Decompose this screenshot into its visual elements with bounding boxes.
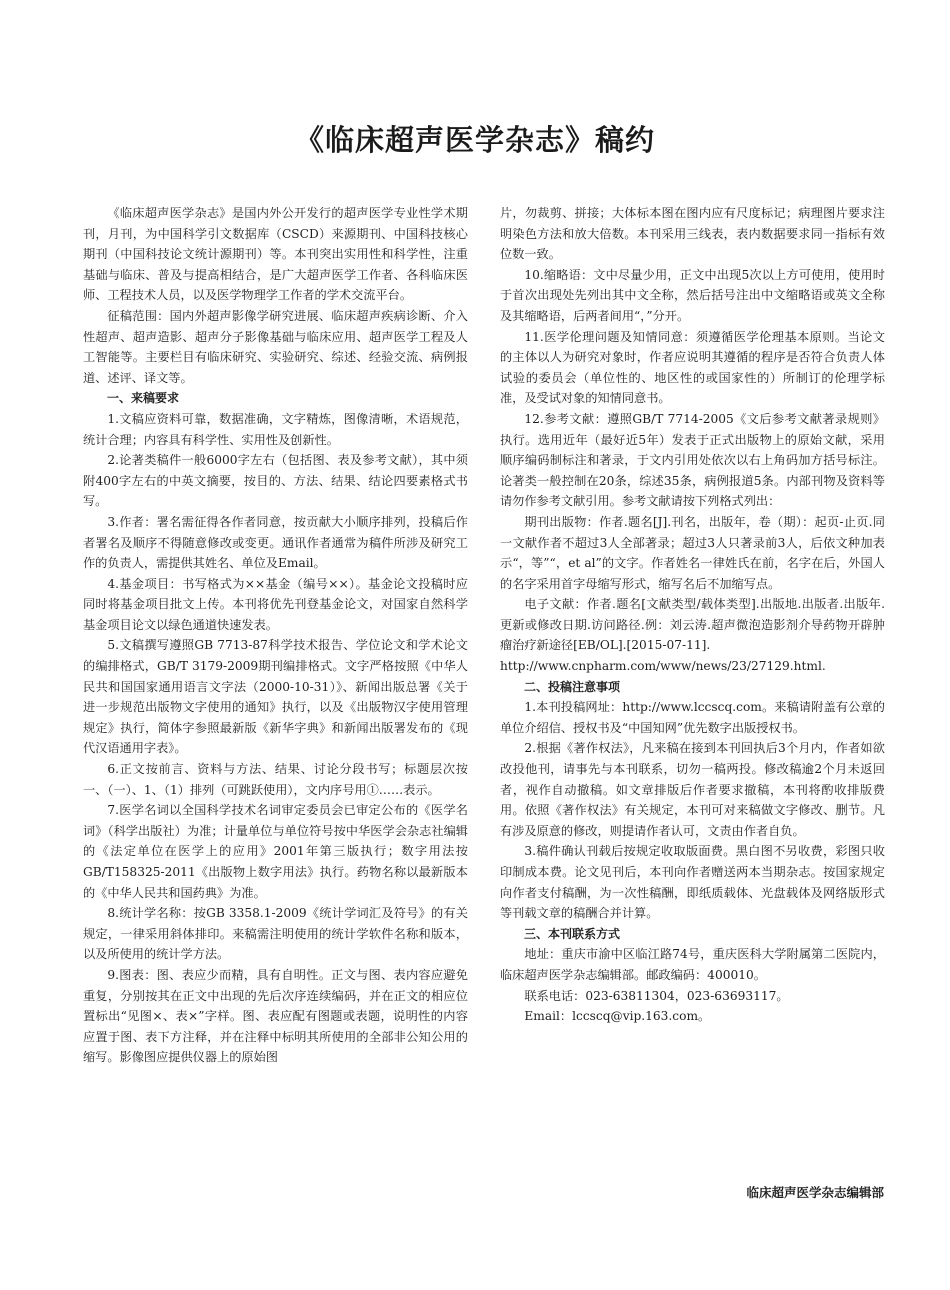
section-heading-contact: 三、本刊联系方式 [524, 926, 621, 941]
requirement-item-4: 4.基金项目：书写格式为××基金（编号××）。基金论文投稿时应同时将基金项目批文上传。本刊将优先刊登基金论文，对国家自然科学基金项目论文以绿色通道快速发表。 [83, 576, 468, 632]
scope-paragraph: 征稿范围：国内外超声影像学研究进展、临床超声疾病诊断、介入性超声、超声造影、超声分子影像基础与临床应用、超声医学工程及人工智能等。主要栏目有临床研究、实验研究、综述、经验交流、病例报道、述评、译文等。 [83, 308, 468, 385]
intro-paragraph: 《临床超声医学杂志》是国内外公开发行的超声医学专业性学术期刊，月刊，为中国科学引文数据库（CSCD）来源期刊、中国科技核心期刊（中国科技论文统计源期刊）等。本刊突出实用性和科学性，注重基础与临床、普及与提高相结合，是广大超声医学工作者、各科临床医师、工程技术人员，以及医学物理学工作者的学术交流平台。 [83, 206, 468, 303]
contact-phone: 联系电话：023-63811304，023-63693117。 [524, 988, 789, 1003]
requirement-item-3: 3.作者：署名需征得各作者同意，按贡献大小顺序排列，投稿后作者署名及顺序不得随意修改或变更。通讯作者通常为稿件所涉及研究工作的负责人，需提供其姓名、单位及Email。 [83, 514, 468, 571]
requirement-item-9-continued: 片，勿裁剪、拼接；大体标本图在图内应有尺度标记；病理图片要求注明染色方法和放大倍数。本刊采用三线表，表内数据要求同一指标有效位数一致。 [500, 206, 885, 262]
section-heading-submission-notes: 二、投稿注意事项 [524, 679, 621, 694]
reference-example-url: http://www.cnpharm.com/www/news/23/27129.html. [500, 659, 826, 674]
reference-format-electronic: 电子文献：作者.题名[文献类型/载体类型].出版地.出版者.出版年.更新或修改日期.访问路径.例：刘云涛.超声微泡造影剂介导药物开辟肿瘤治疗新途径[EB/OL].[2015-07-11]. [500, 597, 885, 653]
editorial-signature: 临床超声医学杂志编辑部 [746, 1185, 884, 1200]
requirement-item-7: 7.医学名词以全国科学技术名词审定委员会已审定公布的《医学名词》（科学出版社）为准；计量单位与单位符号按中华医学会杂志社编辑的《法定单位在医学上的应用》2001年第三版执行；数字用法按GB/T158325-2011《出版物上数字用法》执行。药物名称以最新版本的《中华人民共和国药典》为准。 [83, 803, 468, 900]
section-heading-submission-requirements: 一、来稿要求 [107, 391, 180, 406]
requirement-item-10: 10.缩略语：文中尽量少用，正文中出现5次以上方可使用，使用时于首次出现处先列出其中文全称，然后括号注出中文缩略语或英文全称及其缩略语，后两者间用“，”分开。 [500, 267, 885, 323]
requirement-item-1: 1.文稿应资料可靠，数据准确，文字精炼，图像清晰，术语规范，统计合理；内容具有科学性、实用性及创新性。 [83, 411, 468, 447]
page-title: 《临床超声医学杂志》稿约 [294, 123, 655, 157]
notice-item-1: 1.本刊投稿网址：http://www.lccscq.com。来稿请附盖有公章的单位介绍信、授权书及“中国知网”优先数字出版授权书。 [500, 700, 885, 735]
right-column [500, 203, 885, 1027]
requirement-item-6: 6.正文按前言、资料与方法、结果、讨论分段书写；标题层次按一、（一）、1、（1）排列（可跳跃使用），文内序号用①……表示。 [83, 762, 468, 797]
contact-address: 地址：重庆市渝中区临江路74号，重庆医科大学附属第二医院内，临床超声医学杂志编辑部。邮政编码：400010。 [500, 947, 885, 982]
requirement-item-12: 12.参考文献：遵照GB/T 7714-2005《文后参考文献著录规则》执行。选用近年（最好近5年）发表于正式出版物上的原始文献，采用顺序编码制标注和著录，于文内引用处依次以右上角码加方括号标注。论著类一般控制在20条，综述35条，病例报道5条。内部刊物及资料等请勿作参考文献引用。参考文献请按下列格式列出： [500, 411, 885, 509]
requirement-item-2: 2.论著类稿件一般6000字左右（包括图、表及参考文献），其中须附400字左右的中英文摘要，按目的、方法、结果、结论四要素格式书写。 [83, 453, 468, 509]
requirement-item-5: 5.文稿撰写遵照GB 7713-87科学技术报告、学位论文和学术论文的编排格式，GB/T 3179-2009期刊编排格式。文字严格按照《中华人民共和国国家通用语言文字法（2000-10-31）》、新闻出版总署《关于进一步规范出版物文字使用的通知》执行，以及《出版物汉字使用管理规定》执行，简体字参照最新版《新华字典》和新闻出版署发布的《现代汉语通用字表》。 [83, 638, 468, 756]
notice-item-3: 3.稿件确认刊载后按规定收取版面费。黑白图不另收费，彩图只收印制成本费。论文见刊后，本刊向作者赠送两本当期杂志。按国家规定向作者支付稿酬，为一次性稿酬，即纸质载体、光盘载体及网络版形式等刊载文章的稿酬合并计算。 [500, 844, 885, 921]
notice-item-2: 2.根据《著作权法》，凡来稿在接到本刊回执后3个月内，作者如欲改投他刊，请事先与本刊联系，切勿一稿两投。修改稿逾2个月未返回者，视作自动撤稿。如文章排版后作者要求撤稿，本刊将酌收排版费用。依照《著作权法》有关规定，本刊可对来稿做文字修改、删节。凡有涉及原意的修改，则提请作者认可，文责由作者自负。 [500, 741, 885, 838]
contact-email: Email：lccscq@vip.163.com。 [524, 1009, 711, 1024]
left-column [83, 203, 468, 1068]
requirement-item-9: 9.图表：图、表应少而精，具有自明性。正文与图、表内容应避免重复，分别按其在正文中出现的先后次序连续编码，并在正文的相应位置标出“见图×、表×”字样。图、表应配有图题或表题，说明性的内容应置于图、表下方注释，并在注释中标明其所使用的全部非公知公用的缩写。影像图应提供仪器上的原始图 [83, 967, 468, 1065]
requirement-item-11: 11.医学伦理问题及知情同意：须遵循医学伦理基本原则。当论文的主体以人为研究对象时，作者应说明其遵循的程序是否符合负责人体试验的委员会（单位性的、地区性的或国家性的）所制订的伦理学标准，及受试对象的知情同意书。 [500, 329, 885, 406]
reference-format-journal: 期刊出版物：作者.题名[J].刊名，出版年，卷（期）：起页-止页.同一文献作者不超过3人全部著录；超过3人只著录前3人，后依文种加表示“，等”“，et al”的文字。作者姓名一律姓氏在前，名字在后，外国人的名字采用首字母缩写形式，缩写名后不加缩写点。 [500, 514, 885, 591]
requirement-item-8: 8.统计学名称：按GB 3358.1-2009《统计学词汇及符号》的有关规定，一律采用斜体排印。来稿需注明使用的统计学软件名称和版本，以及所使用的统计学方法。 [83, 906, 468, 962]
